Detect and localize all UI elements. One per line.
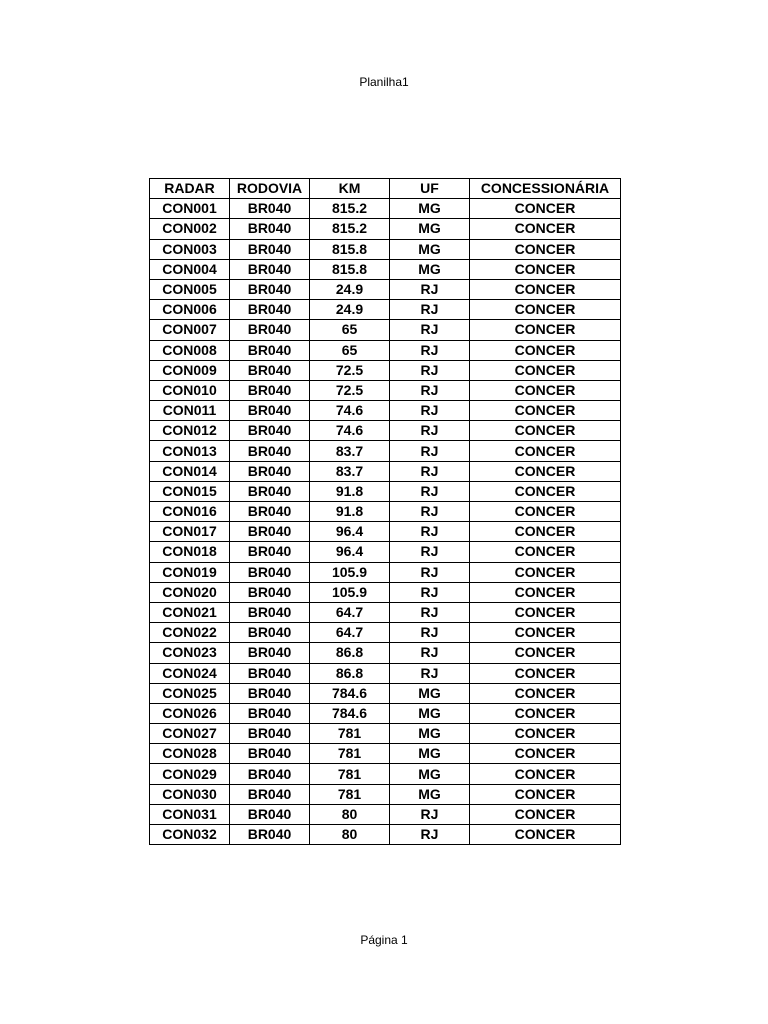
cell-radar: CON010 bbox=[150, 380, 230, 400]
cell-uf: RJ bbox=[390, 502, 470, 522]
table-row bbox=[150, 300, 621, 320]
cell-concessionaria: CONCER bbox=[470, 401, 621, 421]
cell-radar: CON024 bbox=[150, 663, 230, 683]
table-row bbox=[150, 421, 621, 441]
cell-radar: CON011 bbox=[150, 401, 230, 421]
table-row bbox=[150, 643, 621, 663]
cell-km: 24.9 bbox=[310, 279, 390, 299]
cell-km: 784.6 bbox=[310, 683, 390, 703]
cell-rodovia: BR040 bbox=[230, 542, 310, 562]
page-footer-label: Página 1 bbox=[360, 933, 408, 947]
column-header-uf: UF bbox=[390, 179, 470, 199]
cell-uf: RJ bbox=[390, 602, 470, 622]
cell-concessionaria: CONCER bbox=[470, 582, 621, 602]
cell-concessionaria: CONCER bbox=[470, 825, 621, 845]
cell-radar: CON014 bbox=[150, 461, 230, 481]
cell-radar: CON021 bbox=[150, 602, 230, 622]
cell-rodovia: BR040 bbox=[230, 744, 310, 764]
cell-concessionaria: CONCER bbox=[470, 784, 621, 804]
table-row bbox=[150, 340, 621, 360]
cell-km: 96.4 bbox=[310, 522, 390, 542]
cell-concessionaria: CONCER bbox=[470, 663, 621, 683]
cell-rodovia: BR040 bbox=[230, 683, 310, 703]
cell-km: 91.8 bbox=[310, 502, 390, 522]
table-row bbox=[150, 562, 621, 582]
cell-concessionaria: CONCER bbox=[470, 380, 621, 400]
cell-km: 105.9 bbox=[310, 582, 390, 602]
cell-rodovia: BR040 bbox=[230, 502, 310, 522]
cell-km: 83.7 bbox=[310, 461, 390, 481]
cell-km: 64.7 bbox=[310, 623, 390, 643]
cell-km: 96.4 bbox=[310, 542, 390, 562]
cell-rodovia: BR040 bbox=[230, 441, 310, 461]
cell-concessionaria: CONCER bbox=[470, 199, 621, 219]
cell-concessionaria: CONCER bbox=[470, 441, 621, 461]
cell-rodovia: BR040 bbox=[230, 219, 310, 239]
cell-rodovia: BR040 bbox=[230, 663, 310, 683]
cell-km: 72.5 bbox=[310, 360, 390, 380]
cell-rodovia: BR040 bbox=[230, 239, 310, 259]
table-row bbox=[150, 481, 621, 501]
cell-rodovia: BR040 bbox=[230, 623, 310, 643]
cell-km: 64.7 bbox=[310, 602, 390, 622]
cell-radar: CON023 bbox=[150, 643, 230, 663]
cell-uf: RJ bbox=[390, 340, 470, 360]
table-row bbox=[150, 744, 621, 764]
table-row bbox=[150, 522, 621, 542]
cell-radar: CON018 bbox=[150, 542, 230, 562]
cell-uf: MG bbox=[390, 744, 470, 764]
cell-uf: RJ bbox=[390, 441, 470, 461]
cell-radar: CON029 bbox=[150, 764, 230, 784]
table-row bbox=[150, 199, 621, 219]
table-row bbox=[150, 703, 621, 723]
table-row bbox=[150, 441, 621, 461]
cell-radar: CON016 bbox=[150, 502, 230, 522]
cell-rodovia: BR040 bbox=[230, 199, 310, 219]
cell-concessionaria: CONCER bbox=[470, 259, 621, 279]
column-header-radar: RADAR bbox=[150, 179, 230, 199]
cell-concessionaria: CONCER bbox=[470, 764, 621, 784]
cell-uf: MG bbox=[390, 784, 470, 804]
cell-km: 105.9 bbox=[310, 562, 390, 582]
cell-rodovia: BR040 bbox=[230, 764, 310, 784]
cell-rodovia: BR040 bbox=[230, 279, 310, 299]
cell-concessionaria: CONCER bbox=[470, 522, 621, 542]
cell-concessionaria: CONCER bbox=[470, 804, 621, 824]
cell-radar: CON017 bbox=[150, 522, 230, 542]
cell-rodovia: BR040 bbox=[230, 602, 310, 622]
table-row bbox=[150, 804, 621, 824]
cell-radar: CON002 bbox=[150, 219, 230, 239]
cell-concessionaria: CONCER bbox=[470, 320, 621, 340]
table-row bbox=[150, 502, 621, 522]
cell-rodovia: BR040 bbox=[230, 784, 310, 804]
cell-radar: CON013 bbox=[150, 441, 230, 461]
cell-uf: RJ bbox=[390, 542, 470, 562]
column-header-km: KM bbox=[310, 179, 390, 199]
radar-table bbox=[149, 178, 621, 845]
cell-uf: RJ bbox=[390, 401, 470, 421]
cell-rodovia: BR040 bbox=[230, 825, 310, 845]
cell-uf: RJ bbox=[390, 643, 470, 663]
table-row bbox=[150, 683, 621, 703]
table-row bbox=[150, 542, 621, 562]
cell-km: 784.6 bbox=[310, 703, 390, 723]
cell-km: 91.8 bbox=[310, 481, 390, 501]
cell-km: 65 bbox=[310, 320, 390, 340]
cell-concessionaria: CONCER bbox=[470, 481, 621, 501]
cell-km: 83.7 bbox=[310, 441, 390, 461]
cell-uf: RJ bbox=[390, 481, 470, 501]
cell-radar: CON032 bbox=[150, 825, 230, 845]
cell-concessionaria: CONCER bbox=[470, 300, 621, 320]
cell-uf: MG bbox=[390, 199, 470, 219]
cell-radar: CON026 bbox=[150, 703, 230, 723]
cell-rodovia: BR040 bbox=[230, 259, 310, 279]
cell-radar: CON012 bbox=[150, 421, 230, 441]
cell-km: 74.6 bbox=[310, 401, 390, 421]
cell-radar: CON007 bbox=[150, 320, 230, 340]
cell-km: 781 bbox=[310, 764, 390, 784]
cell-uf: RJ bbox=[390, 320, 470, 340]
cell-concessionaria: CONCER bbox=[470, 602, 621, 622]
cell-uf: MG bbox=[390, 724, 470, 744]
cell-km: 815.8 bbox=[310, 239, 390, 259]
table-row bbox=[150, 239, 621, 259]
cell-concessionaria: CONCER bbox=[470, 744, 621, 764]
table-row bbox=[150, 320, 621, 340]
cell-uf: RJ bbox=[390, 825, 470, 845]
cell-radar: CON004 bbox=[150, 259, 230, 279]
table-body bbox=[150, 199, 621, 845]
cell-rodovia: BR040 bbox=[230, 724, 310, 744]
table-row bbox=[150, 380, 621, 400]
cell-uf: RJ bbox=[390, 279, 470, 299]
cell-km: 86.8 bbox=[310, 663, 390, 683]
cell-km: 72.5 bbox=[310, 380, 390, 400]
cell-radar: CON003 bbox=[150, 239, 230, 259]
cell-concessionaria: CONCER bbox=[470, 502, 621, 522]
cell-km: 781 bbox=[310, 744, 390, 764]
cell-rodovia: BR040 bbox=[230, 401, 310, 421]
cell-rodovia: BR040 bbox=[230, 643, 310, 663]
cell-uf: MG bbox=[390, 764, 470, 784]
cell-radar: CON006 bbox=[150, 300, 230, 320]
cell-uf: MG bbox=[390, 259, 470, 279]
table-row bbox=[150, 623, 621, 643]
cell-uf: RJ bbox=[390, 380, 470, 400]
cell-km: 815.8 bbox=[310, 259, 390, 279]
cell-km: 781 bbox=[310, 724, 390, 744]
cell-radar: CON008 bbox=[150, 340, 230, 360]
cell-uf: MG bbox=[390, 239, 470, 259]
cell-concessionaria: CONCER bbox=[470, 279, 621, 299]
cell-rodovia: BR040 bbox=[230, 360, 310, 380]
cell-km: 815.2 bbox=[310, 199, 390, 219]
cell-uf: MG bbox=[390, 219, 470, 239]
cell-uf: MG bbox=[390, 683, 470, 703]
cell-km: 80 bbox=[310, 825, 390, 845]
cell-rodovia: BR040 bbox=[230, 703, 310, 723]
cell-radar: CON022 bbox=[150, 623, 230, 643]
cell-km: 74.6 bbox=[310, 421, 390, 441]
cell-km: 86.8 bbox=[310, 643, 390, 663]
table-row bbox=[150, 279, 621, 299]
cell-concessionaria: CONCER bbox=[470, 461, 621, 481]
cell-km: 815.2 bbox=[310, 219, 390, 239]
cell-uf: MG bbox=[390, 703, 470, 723]
cell-uf: RJ bbox=[390, 562, 470, 582]
cell-radar: CON001 bbox=[150, 199, 230, 219]
table-row bbox=[150, 219, 621, 239]
cell-uf: RJ bbox=[390, 623, 470, 643]
cell-rodovia: BR040 bbox=[230, 522, 310, 542]
cell-radar: CON020 bbox=[150, 582, 230, 602]
cell-rodovia: BR040 bbox=[230, 300, 310, 320]
cell-km: 781 bbox=[310, 784, 390, 804]
cell-rodovia: BR040 bbox=[230, 461, 310, 481]
cell-concessionaria: CONCER bbox=[470, 562, 621, 582]
cell-radar: CON025 bbox=[150, 683, 230, 703]
cell-km: 24.9 bbox=[310, 300, 390, 320]
cell-radar: CON027 bbox=[150, 724, 230, 744]
table-row bbox=[150, 784, 621, 804]
table-header-row bbox=[150, 179, 621, 199]
cell-radar: CON028 bbox=[150, 744, 230, 764]
cell-uf: RJ bbox=[390, 663, 470, 683]
cell-radar: CON015 bbox=[150, 481, 230, 501]
table-row bbox=[150, 825, 621, 845]
table-row bbox=[150, 259, 621, 279]
cell-uf: RJ bbox=[390, 461, 470, 481]
table-row bbox=[150, 360, 621, 380]
column-header-rodovia: RODOVIA bbox=[230, 179, 310, 199]
table-row bbox=[150, 401, 621, 421]
cell-concessionaria: CONCER bbox=[470, 219, 621, 239]
cell-radar: CON019 bbox=[150, 562, 230, 582]
cell-rodovia: BR040 bbox=[230, 320, 310, 340]
cell-concessionaria: CONCER bbox=[470, 683, 621, 703]
cell-concessionaria: CONCER bbox=[470, 542, 621, 562]
cell-uf: RJ bbox=[390, 804, 470, 824]
cell-rodovia: BR040 bbox=[230, 562, 310, 582]
cell-uf: RJ bbox=[390, 522, 470, 542]
column-header-concessionaria: CONCESSIONÁRIA bbox=[470, 179, 621, 199]
cell-uf: RJ bbox=[390, 300, 470, 320]
cell-rodovia: BR040 bbox=[230, 340, 310, 360]
cell-rodovia: BR040 bbox=[230, 421, 310, 441]
table-header bbox=[150, 179, 621, 199]
cell-concessionaria: CONCER bbox=[470, 724, 621, 744]
cell-concessionaria: CONCER bbox=[470, 643, 621, 663]
cell-km: 65 bbox=[310, 340, 390, 360]
table-row bbox=[150, 602, 621, 622]
cell-radar: CON030 bbox=[150, 784, 230, 804]
cell-radar: CON031 bbox=[150, 804, 230, 824]
cell-concessionaria: CONCER bbox=[470, 360, 621, 380]
cell-radar: CON009 bbox=[150, 360, 230, 380]
table-row bbox=[150, 724, 621, 744]
cell-concessionaria: CONCER bbox=[470, 340, 621, 360]
table-row bbox=[150, 582, 621, 602]
cell-concessionaria: CONCER bbox=[470, 239, 621, 259]
table-row bbox=[150, 461, 621, 481]
table-row bbox=[150, 663, 621, 683]
cell-concessionaria: CONCER bbox=[470, 703, 621, 723]
cell-rodovia: BR040 bbox=[230, 481, 310, 501]
cell-rodovia: BR040 bbox=[230, 804, 310, 824]
cell-uf: RJ bbox=[390, 360, 470, 380]
cell-rodovia: BR040 bbox=[230, 582, 310, 602]
cell-uf: RJ bbox=[390, 421, 470, 441]
table-row bbox=[150, 764, 621, 784]
page-header-title: Planilha1 bbox=[359, 75, 409, 89]
cell-rodovia: BR040 bbox=[230, 380, 310, 400]
cell-concessionaria: CONCER bbox=[470, 623, 621, 643]
cell-uf: RJ bbox=[390, 582, 470, 602]
cell-concessionaria: CONCER bbox=[470, 421, 621, 441]
cell-km: 80 bbox=[310, 804, 390, 824]
cell-radar: CON005 bbox=[150, 279, 230, 299]
